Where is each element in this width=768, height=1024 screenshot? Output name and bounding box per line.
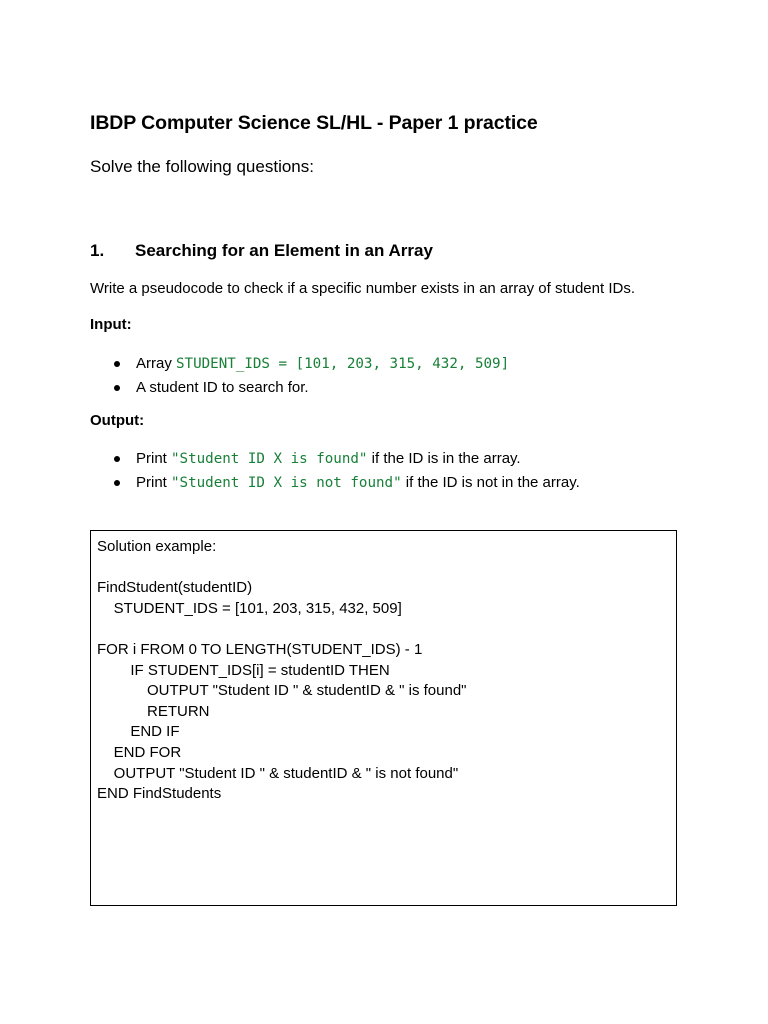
list-item xyxy=(110,376,509,400)
solution-line: OUTPUT "Student ID " & studentID & " is found" xyxy=(97,682,467,700)
solution-line: END FindStudents xyxy=(97,785,222,803)
list-item-text: Array xyxy=(136,355,177,372)
list-item-code: "Student ID X is found" xyxy=(171,451,368,467)
solution-line: FindStudent(studentID) xyxy=(97,579,253,597)
solution-line xyxy=(97,619,467,640)
solution-line: END FOR xyxy=(97,743,182,761)
solution-line xyxy=(97,558,467,579)
solution-box xyxy=(90,530,677,906)
list-item-text: Print xyxy=(136,450,172,467)
list-item xyxy=(110,447,580,471)
output-label: Output: xyxy=(90,412,145,429)
list-item-code: "Student ID X is not found" xyxy=(171,474,402,491)
question-title: Searching for an Element in an Array xyxy=(135,241,433,260)
solution-line: IF STUDENT_IDS[i] = studentID THEN xyxy=(97,661,390,679)
question-description: Write a pseudocode to check if a specific number exists in an array of student IDs. xyxy=(90,280,635,297)
list-item-text: A student ID to search for. xyxy=(136,378,309,396)
list-item-text: Print xyxy=(136,473,172,491)
solution-line: OUTPUT "Student ID " & studentID & " is not found" xyxy=(97,764,459,782)
output-list xyxy=(110,447,580,494)
solution-line: END IF xyxy=(97,723,180,741)
page-subtitle: Solve the following questions: xyxy=(90,157,314,176)
list-item-code: STUDENT_IDS = [101, 203, 315, 432, 509] xyxy=(176,356,510,372)
input-list xyxy=(110,352,509,399)
question-heading xyxy=(90,241,433,261)
solution-line: RETURN xyxy=(97,702,210,720)
solution-line: STUDENT_IDS = [101, 203, 315, 432, 509] xyxy=(97,599,402,617)
question-number: 1. xyxy=(90,241,105,260)
solution-line: FOR i FROM 0 TO LENGTH(STUDENT_IDS) - 1 xyxy=(97,640,423,658)
page-title: IBDP Computer Science SL/HL - Paper 1 practice xyxy=(90,112,538,134)
list-item-suffix: if the ID is in the array. xyxy=(367,450,521,467)
list-item xyxy=(110,471,580,495)
input-label: Input: xyxy=(90,316,132,333)
list-item-suffix: if the ID is not in the array. xyxy=(401,473,580,491)
solution-code xyxy=(97,537,467,805)
list-item xyxy=(110,352,509,376)
solution-line: Solution example: xyxy=(97,538,217,555)
